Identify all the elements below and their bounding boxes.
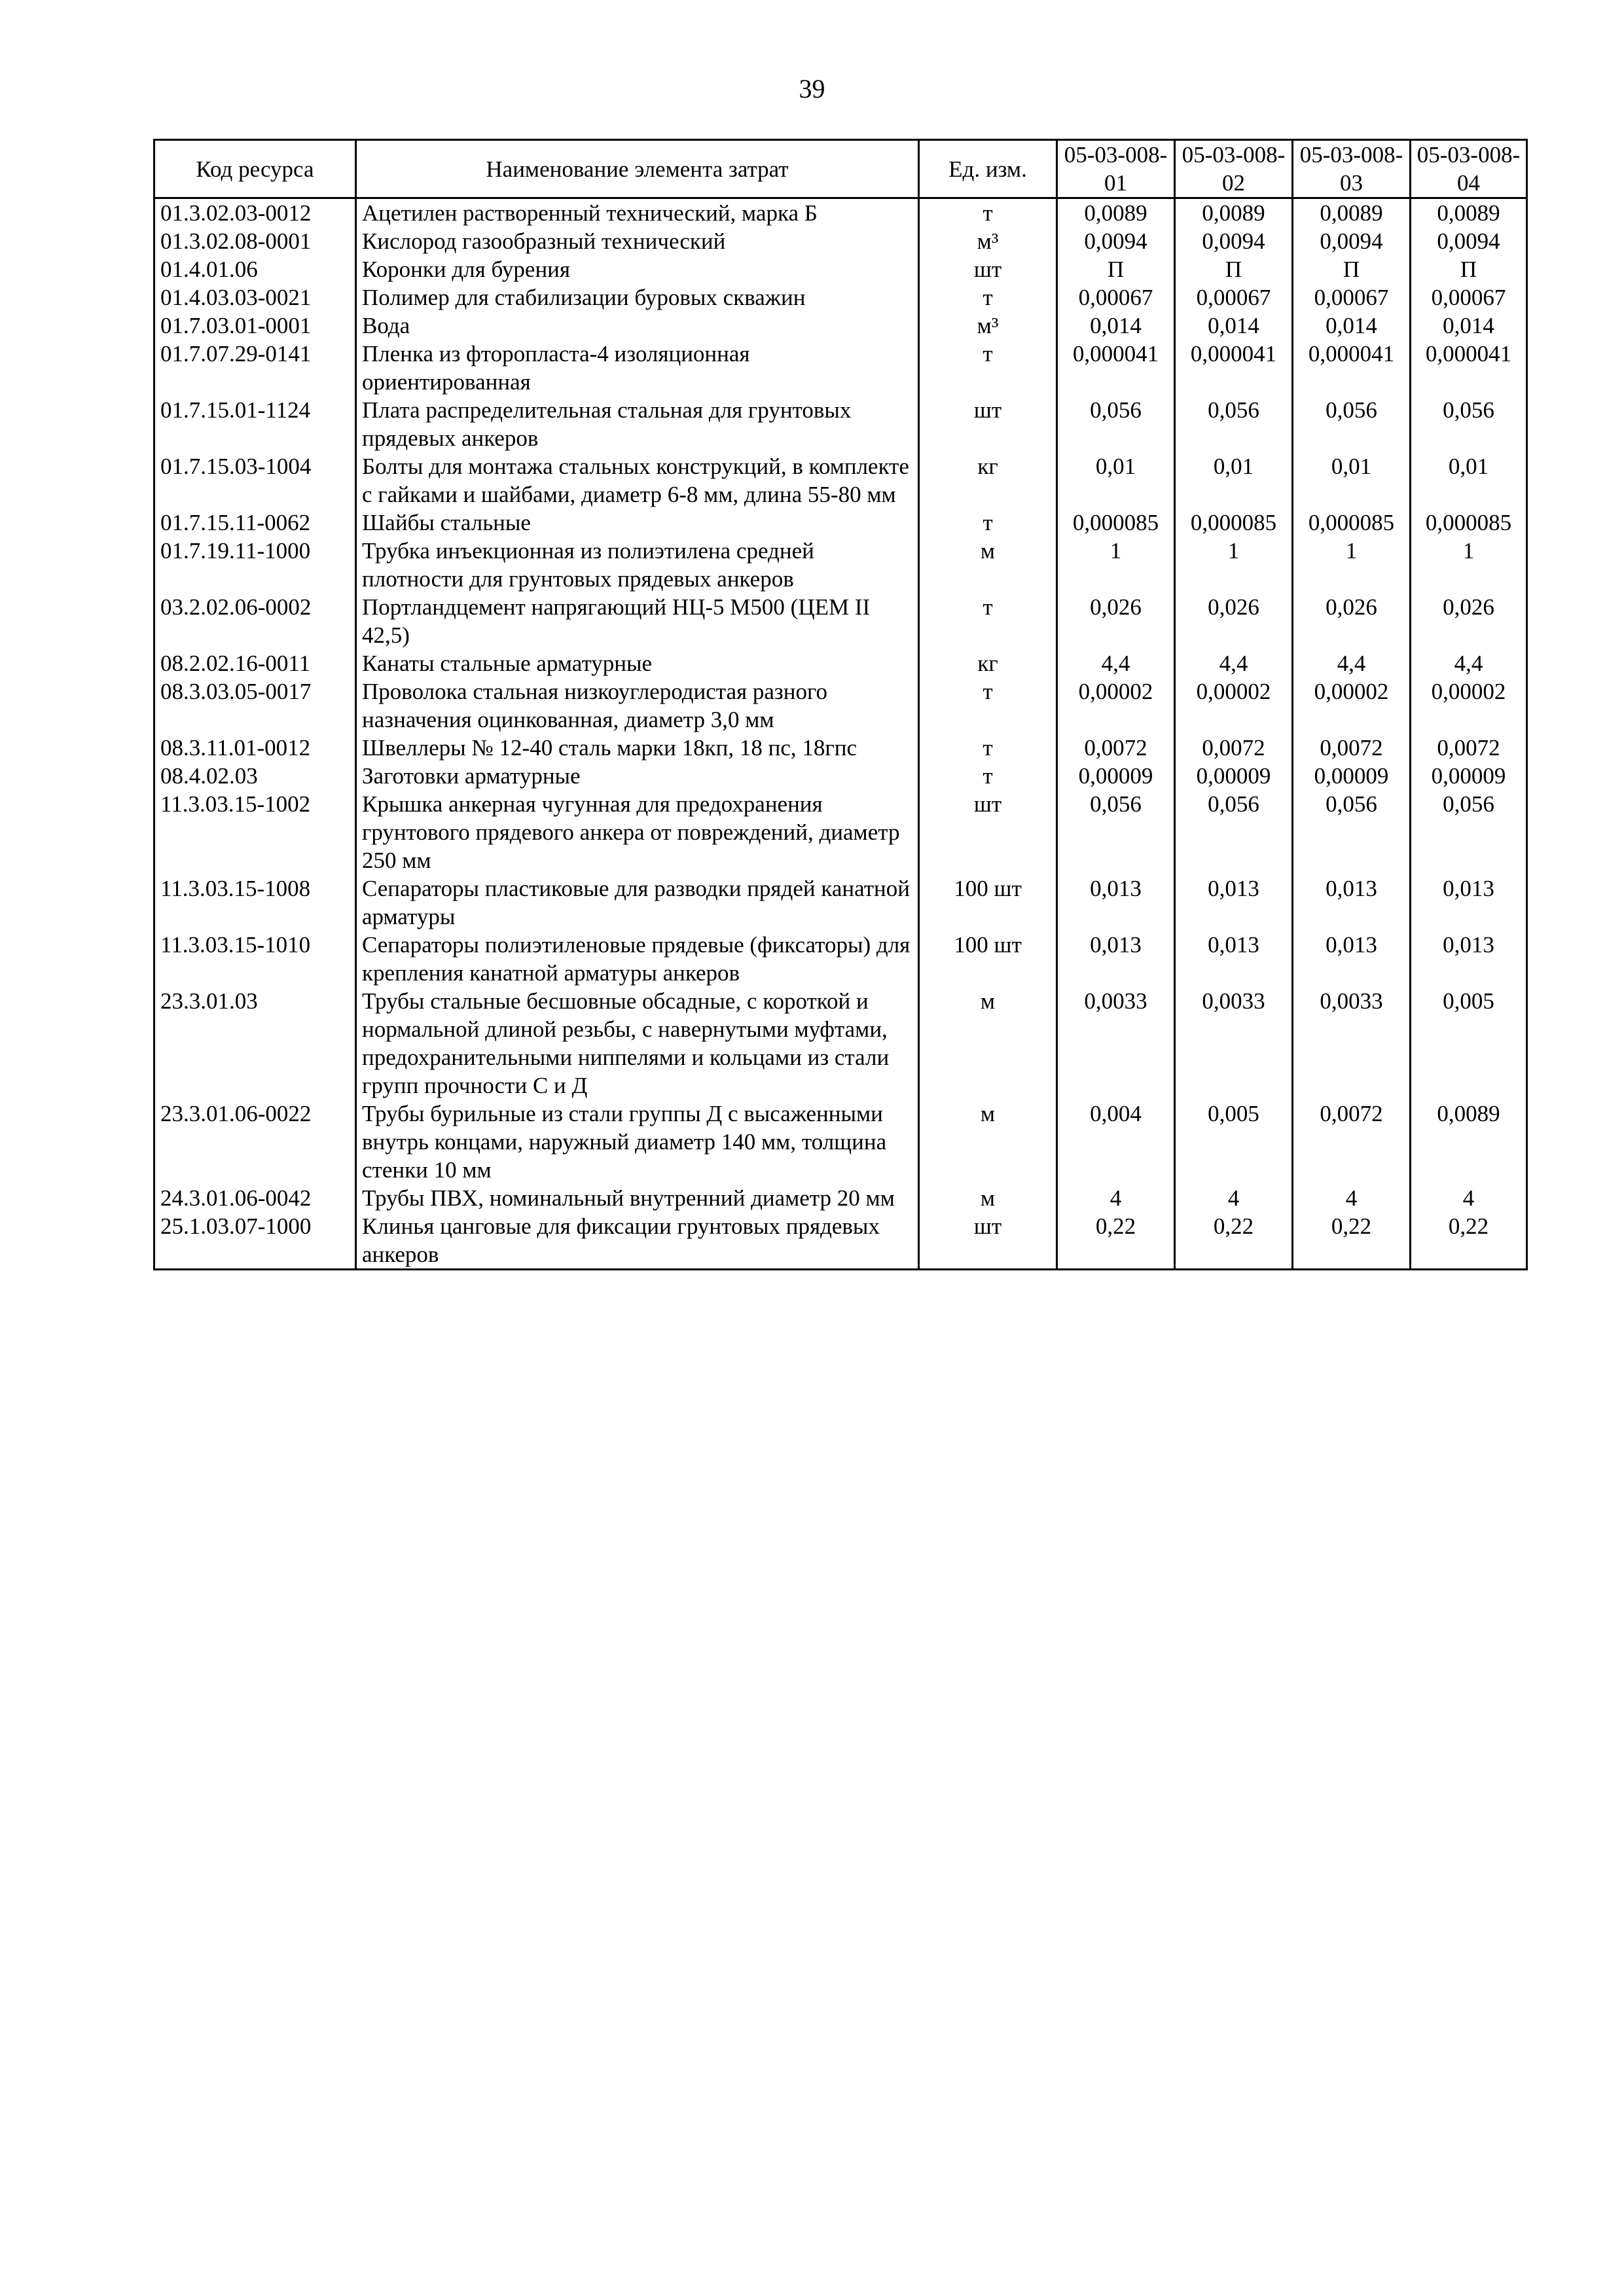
resource-name: Крышка анкерная чугунная для предохранения грунтового прядевого анкера от повреждений, диаметр 250 мм (356, 790, 919, 874)
resource-value-2: 0,014 (1175, 312, 1293, 340)
table-row (154, 452, 1527, 509)
resource-code: 11.3.03.15-1010 (154, 931, 356, 987)
table-row (154, 340, 1527, 396)
resource-unit: т (919, 677, 1057, 734)
resource-value-1: 0,01 (1057, 452, 1175, 509)
table-row (154, 537, 1527, 593)
resource-unit: м (919, 987, 1057, 1100)
resource-unit: т (919, 734, 1057, 762)
resource-name: Болты для монтажа стальных конструкций, в комплекте с гайками и шайбами, диаметр 6-8 мм, длина 55-80 мм (356, 452, 919, 509)
resource-code: 01.3.02.08-0001 (154, 227, 356, 255)
resource-name: Трубы стальные бесшовные обсадные, с короткой и нормальной длиной резьбы, с навернутыми муфтами, предохранительными ниппелями и кольцами из стали групп прочности С и Д (356, 987, 919, 1100)
resource-value-2: 0,013 (1175, 874, 1293, 931)
resource-value-2: 1 (1175, 537, 1293, 593)
resource-code: 01.7.03.01-0001 (154, 312, 356, 340)
resource-value-3: 0,056 (1293, 396, 1411, 452)
resource-value-1: 0,00009 (1057, 762, 1175, 790)
resource-value-3: 0,000085 (1293, 509, 1411, 537)
resource-code: 08.2.02.16-0011 (154, 649, 356, 677)
resource-code: 01.7.07.29-0141 (154, 340, 356, 396)
resource-value-3: 4,4 (1293, 649, 1411, 677)
table-row (154, 1100, 1527, 1184)
resource-unit: 100 шт (919, 931, 1057, 987)
resource-unit: кг (919, 649, 1057, 677)
resource-value-1: 0,0089 (1057, 198, 1175, 228)
resource-name: Трубка инъекционная из полиэтилена средней плотности для грунтовых прядевых анкеров (356, 537, 919, 593)
resource-value-3: 0,013 (1293, 874, 1411, 931)
resource-name: Трубы бурильные из стали группы Д с высаженными внутрь концами, наружный диаметр 140 мм, толщина стенки 10 мм (356, 1100, 919, 1184)
resource-value-4: 0,01 (1411, 452, 1527, 509)
resource-value-3: 0,0033 (1293, 987, 1411, 1100)
resource-name: Пленка из фторопласта-4 изоляционная ориентированная (356, 340, 919, 396)
resource-code: 23.3.01.03 (154, 987, 356, 1100)
resource-value-3: 0,0072 (1293, 1100, 1411, 1184)
resource-value-3: П (1293, 255, 1411, 283)
resource-unit: кг (919, 452, 1057, 509)
resource-value-3: 0,22 (1293, 1212, 1411, 1270)
header-col-3: 05-03-008-03 (1293, 140, 1411, 198)
resource-value-3: 0,056 (1293, 790, 1411, 874)
header-col-2: 05-03-008-02 (1175, 140, 1293, 198)
resource-code: 01.4.01.06 (154, 255, 356, 283)
table-row (154, 255, 1527, 283)
resource-value-4: 0,00002 (1411, 677, 1527, 734)
resource-unit: т (919, 593, 1057, 649)
resource-unit: т (919, 762, 1057, 790)
resource-code: 08.3.03.05-0017 (154, 677, 356, 734)
resource-value-1: 0,0033 (1057, 987, 1175, 1100)
resource-name: Швеллеры № 12-40 сталь марки 18кп, 18 пс, 18гпс (356, 734, 919, 762)
resource-name: Канаты стальные арматурные (356, 649, 919, 677)
resource-unit: м (919, 1100, 1057, 1184)
resource-value-3: 0,000041 (1293, 340, 1411, 396)
header-unit: Ед. изм. (919, 140, 1057, 198)
resource-value-1: 0,056 (1057, 790, 1175, 874)
resource-value-4: 0,0072 (1411, 734, 1527, 762)
resource-name: Кислород газообразный технический (356, 227, 919, 255)
table-row (154, 649, 1527, 677)
resource-unit: т (919, 283, 1057, 312)
resource-unit: шт (919, 1212, 1057, 1270)
resource-value-3: 0,00002 (1293, 677, 1411, 734)
table-row (154, 312, 1527, 340)
resource-value-4: 0,056 (1411, 396, 1527, 452)
resource-code: 08.4.02.03 (154, 762, 356, 790)
resource-value-1: 0,014 (1057, 312, 1175, 340)
table-row (154, 931, 1527, 987)
resource-value-1: 0,004 (1057, 1100, 1175, 1184)
resource-unit: шт (919, 255, 1057, 283)
resource-unit: м³ (919, 312, 1057, 340)
resource-value-1: 0,0072 (1057, 734, 1175, 762)
table-header (154, 140, 1527, 198)
resource-value-3: 0,0072 (1293, 734, 1411, 762)
resource-name: Ацетилен растворенный технический, марка Б (356, 198, 919, 228)
resource-name: Плата распределительная стальная для грунтовых прядевых анкеров (356, 396, 919, 452)
resource-value-4: 1 (1411, 537, 1527, 593)
resource-value-4: 0,000085 (1411, 509, 1527, 537)
resource-value-4: 0,00009 (1411, 762, 1527, 790)
resource-code: 01.7.15.01-1124 (154, 396, 356, 452)
resource-value-2: 4,4 (1175, 649, 1293, 677)
resource-name: Полимер для стабилизации буровых скважин (356, 283, 919, 312)
table-body (154, 198, 1527, 1270)
resource-name: Шайбы стальные (356, 509, 919, 537)
resource-value-2: 0,000085 (1175, 509, 1293, 537)
resource-unit: м (919, 1184, 1057, 1212)
resource-value-1: 0,013 (1057, 931, 1175, 987)
resource-name: Портландцемент напрягающий НЦ-5 М500 (ЦЕМ II 42,5) (356, 593, 919, 649)
resource-value-2: 0,056 (1175, 790, 1293, 874)
table-row (154, 1212, 1527, 1270)
table-row (154, 509, 1527, 537)
resource-value-4: П (1411, 255, 1527, 283)
table-row (154, 396, 1527, 452)
table-row (154, 734, 1527, 762)
resource-value-3: 0,026 (1293, 593, 1411, 649)
header-name: Наименование элемента затрат (356, 140, 919, 198)
resource-code: 01.3.02.03-0012 (154, 198, 356, 228)
resource-value-2: 0,00002 (1175, 677, 1293, 734)
resource-value-4: 0,013 (1411, 874, 1527, 931)
resource-value-2: 4 (1175, 1184, 1293, 1212)
resource-unit: т (919, 509, 1057, 537)
resource-value-1: 0,026 (1057, 593, 1175, 649)
resource-name: Проволока стальная низкоуглеродистая разного назначения оцинкованная, диаметр 3,0 мм (356, 677, 919, 734)
table-row (154, 790, 1527, 874)
resource-value-2: 0,00067 (1175, 283, 1293, 312)
resource-value-4: 0,000041 (1411, 340, 1527, 396)
resource-value-4: 0,0094 (1411, 227, 1527, 255)
header-col-4: 05-03-008-04 (1411, 140, 1527, 198)
table-row (154, 987, 1527, 1100)
table-row (154, 593, 1527, 649)
resource-code: 23.3.01.06-0022 (154, 1100, 356, 1184)
resource-value-3: 0,014 (1293, 312, 1411, 340)
resource-value-2: 0,0072 (1175, 734, 1293, 762)
resource-unit: м³ (919, 227, 1057, 255)
resource-code: 01.7.15.03-1004 (154, 452, 356, 509)
resource-value-3: 0,00067 (1293, 283, 1411, 312)
table-row (154, 762, 1527, 790)
resource-code: 03.2.02.06-0002 (154, 593, 356, 649)
resource-code: 25.1.03.07-1000 (154, 1212, 356, 1270)
resource-name: Заготовки арматурные (356, 762, 919, 790)
resource-value-1: П (1057, 255, 1175, 283)
resource-unit: шт (919, 396, 1057, 452)
resource-value-2: 0,01 (1175, 452, 1293, 509)
resource-code: 01.7.15.11-0062 (154, 509, 356, 537)
resource-name: Клинья цанговые для фиксации грунтовых прядевых анкеров (356, 1212, 919, 1270)
resource-value-1: 4 (1057, 1184, 1175, 1212)
resource-value-4: 0,056 (1411, 790, 1527, 874)
resource-value-4: 4 (1411, 1184, 1527, 1212)
table-row (154, 677, 1527, 734)
resource-value-4: 0,0089 (1411, 1100, 1527, 1184)
resource-code: 08.3.11.01-0012 (154, 734, 356, 762)
resource-value-4: 0,026 (1411, 593, 1527, 649)
resource-value-4: 0,0089 (1411, 198, 1527, 228)
resource-unit: м (919, 537, 1057, 593)
resource-value-1: 0,00067 (1057, 283, 1175, 312)
resource-value-2: 0,0089 (1175, 198, 1293, 228)
resource-value-2: 0,056 (1175, 396, 1293, 452)
resource-name: Трубы ПВХ, номинальный внутренний диаметр 20 мм (356, 1184, 919, 1212)
resource-table (153, 139, 1528, 1270)
resource-value-2: 0,22 (1175, 1212, 1293, 1270)
resource-code: 01.4.03.03-0021 (154, 283, 356, 312)
resource-name: Вода (356, 312, 919, 340)
page-number: 39 (799, 74, 825, 103)
resource-value-1: 0,000041 (1057, 340, 1175, 396)
resource-name: Сепараторы полиэтиленовые прядевые (фиксаторы) для крепления канатной арматуры анкеров (356, 931, 919, 987)
resource-unit: т (919, 340, 1057, 396)
resource-value-3: 0,0089 (1293, 198, 1411, 228)
table-row (154, 198, 1527, 228)
resource-value-3: 0,013 (1293, 931, 1411, 987)
table-row (154, 283, 1527, 312)
resource-code: 01.7.19.11-1000 (154, 537, 356, 593)
resource-value-2: 0,013 (1175, 931, 1293, 987)
resource-value-1: 0,000085 (1057, 509, 1175, 537)
table-row (154, 1184, 1527, 1212)
resource-code: 24.3.01.06-0042 (154, 1184, 356, 1212)
table-row (154, 227, 1527, 255)
resource-value-3: 0,0094 (1293, 227, 1411, 255)
resource-value-1: 1 (1057, 537, 1175, 593)
resource-value-2: 0,0033 (1175, 987, 1293, 1100)
resource-value-2: 0,0094 (1175, 227, 1293, 255)
resource-value-1: 4,4 (1057, 649, 1175, 677)
resource-value-4: 0,013 (1411, 931, 1527, 987)
resource-value-3: 0,00009 (1293, 762, 1411, 790)
resource-value-4: 4,4 (1411, 649, 1527, 677)
resource-value-2: 0,005 (1175, 1100, 1293, 1184)
resource-value-4: 0,014 (1411, 312, 1527, 340)
resource-value-3: 1 (1293, 537, 1411, 593)
resource-value-1: 0,22 (1057, 1212, 1175, 1270)
resource-name: Коронки для бурения (356, 255, 919, 283)
header-col-1: 05-03-008-01 (1057, 140, 1175, 198)
resource-value-2: 0,00009 (1175, 762, 1293, 790)
resource-value-1: 0,056 (1057, 396, 1175, 452)
resource-value-3: 0,01 (1293, 452, 1411, 509)
resource-unit: т (919, 198, 1057, 228)
header-code: Код ресурса (154, 140, 356, 198)
resource-value-4: 0,005 (1411, 987, 1527, 1100)
resource-unit: шт (919, 790, 1057, 874)
resource-name: Сепараторы пластиковые для разводки прядей канатной арматуры (356, 874, 919, 931)
resource-value-4: 0,22 (1411, 1212, 1527, 1270)
resource-value-1: 0,0094 (1057, 227, 1175, 255)
resource-value-1: 0,00002 (1057, 677, 1175, 734)
resource-value-2: 0,026 (1175, 593, 1293, 649)
resource-value-2: П (1175, 255, 1293, 283)
resource-code: 11.3.03.15-1002 (154, 790, 356, 874)
resource-unit: 100 шт (919, 874, 1057, 931)
resource-value-1: 0,013 (1057, 874, 1175, 931)
resource-value-2: 0,000041 (1175, 340, 1293, 396)
table-row (154, 874, 1527, 931)
resource-value-4: 0,00067 (1411, 283, 1527, 312)
resource-value-3: 4 (1293, 1184, 1411, 1212)
resource-code: 11.3.03.15-1008 (154, 874, 356, 931)
